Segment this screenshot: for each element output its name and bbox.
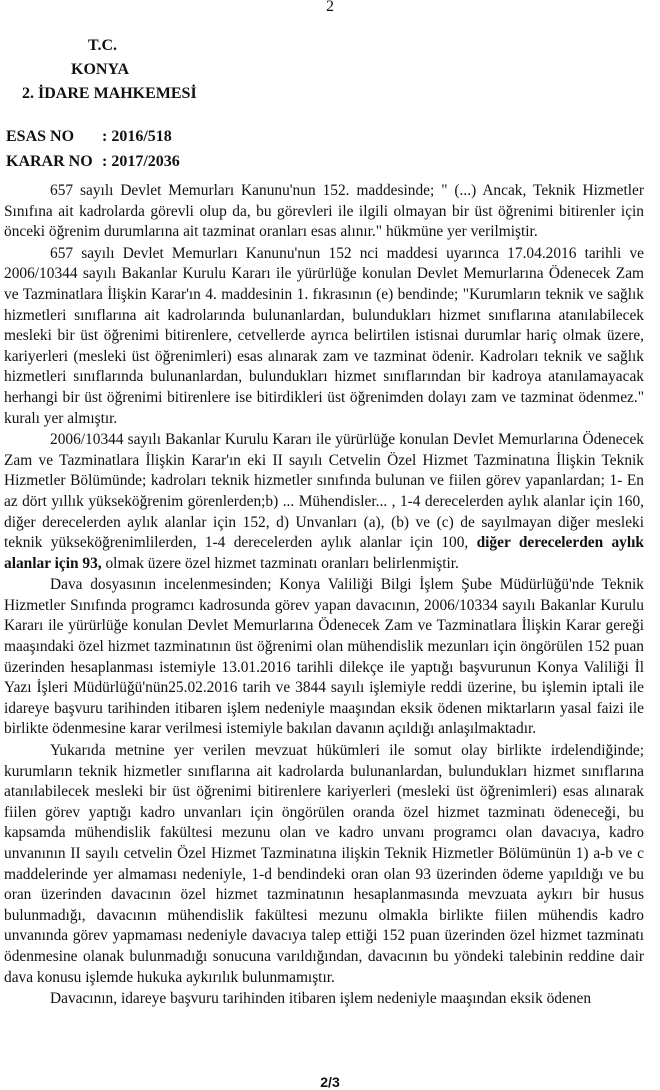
case-numbers: [6, 124, 180, 174]
paragraph: [4, 430, 644, 574]
header-line-city: KONYA: [71, 61, 130, 78]
header-line-tc: T.C.: [88, 37, 118, 54]
page-number-top: 2: [326, 0, 334, 15]
paragraph: Davacının, idareye başvuru tarihinden itibaren işlem nedeniyle maaşından eksik ödenen: [50, 990, 592, 1008]
karar-row: [6, 149, 180, 174]
paragraph: 657 sayılı Devlet Memurları Kanunu'nun 152. maddesinde; " (...) Ancak, Teknik Hizmetler Sınıfına ait kadrolarda görevli olup da, bu görevleri ile ilgili olmayan bir üst öğrenimi bitirenler için önceki öğrenim durumlarına ait tazminat oranları esas alınır." hükmüne yer verilmiştir.: [4, 182, 644, 241]
page-footer: 2/3: [320, 1074, 340, 1090]
karar-value: : 2017/2036: [102, 153, 180, 170]
paragraph-text: olmak üzere özel hizmet tazminatı oranları belirlenmiştir.: [101, 554, 459, 572]
esas-label: ESAS NO: [6, 128, 75, 145]
esas-value: : 2016/518: [102, 128, 172, 145]
header-line-court: 2. İDARE MAHKEMESİ: [22, 85, 197, 102]
document-body: [4, 181, 644, 1011]
paragraph: Dava dosyasının incelenmesinden; Konya Valiliği Bilgi İşlem Şube Müdürlüğü'nde Teknik Hizmetler Sınıfında programcı kadrosunda görev yapan davacının, 2006/10334 sayılı Bakanlar Kurulu Kararı ile yürürlüğe konulan Devlet Memurlarına Ödenecek Zam ve Tazminatlara İlişkin Karar gereği maaşındaki özel hizmet tazminatının üst öğrenimi olan mühendislik mezunları için öngörülen 152 puan üzerinden hesaplanması istemiyle 13.01.2016 tarihli dilekçe ile yaptığı başvurunun Konya Valiliği İl Yazı İşleri Müdürlüğü'nün25.02.2016 tarih ve 3844 sayılı işlemiyle reddi üzerine, bu işlemin iptali ile idareye başvuru tarihinden itibaren işlem nedeniyle maaşından eksik ödenen miktarların yasal faizi ile birlikte ödenmesine karar verilmesi istemiyle bakılan davanın açıldığı anlaşılmaktadır.: [4, 576, 644, 738]
paragraph-bold-text: diğer derecelerden aylık alanlar için 93,: [4, 534, 644, 572]
karar-label: KARAR NO: [6, 153, 93, 170]
paragraph-text: 2006/10344 sayılı Bakanlar Kurulu Kararı ile yürürlüğe konulan Devlet Memurlarına Ödenecek Zam ve Tazminatlara İlişkin Karar'ın eki II sayılı Cetvelin Özel Hizmet Tazminatına İlişkin Teknik Hizmetler Bölümünde; kadroları teknik hizmetler sınıfında bulunan ve fiilen görev yapanlardan; 1- En az dört yıllık yükseköğrenim görenlerden;b) ... Mühendisler... , 1-4 derecelerden aylık alanlar için 160, diğer derecelerden aylık alanlar için 152, d) Unvanları (a), (b) ve (c) de sayılmayan diğer mesleki teknik yükseköğrenimlilerden, 1-4 derecelerden aylık alanlar için 100,: [4, 431, 644, 552]
paragraph: 657 sayılı Devlet Memurları Kanunu'nun 152 nci maddesi uyarınca 17.04.2016 tarihli ve 2006/10344 sayılı Bakanlar Kurulu Kararı ile yürürlüğe konulan Devlet Memurlarına Ödenecek Zam ve Tazminatlara İlişkin Karar'ın 4. maddesinin 1. fıkrasının (e) bendinde; "Kurumların teknik ve sağlık hizmetleri sınıflarına ait kadrolarında bulunanlardan, bulundukları hizmet sınıflarına atanılabilecek mesleki bir üst öğrenimi bitirenlere, cetvellerde ayrıca belirtilen istisnai durumlar hariç olmak üzere, kariyerleri (mesleki üst öğrenimleri) esas alınarak zam ve tazminat ödenir. Kadroları teknik ve sağlık hizmetleri sınıflarında bulunanlardan, bulundukları hizmet sınıflarından bir kadroya atanılamayacak herhangi bir üst öğrenimi bitirenlere ise bitirdikleri üst öğrenimden dolayı zam ve tazminat ödenmez." kuralı yer almıştır.: [4, 244, 644, 427]
esas-row: [6, 124, 180, 149]
paragraph: Yukarıda metnine yer verilen mevzuat hükümleri ile somut olay birlikte irdelendiğinde; kurumların teknik hizmetler sınıflarına ait kadrolarda bulunanlardan, bulundukları hizmet sınıflarına atanılabilecek mesleki bir üst öğrenimi bitirenlere kariyerleri (mesleki üst öğrenimleri) esas alınarak fiilen görev yaptığı kadro unvanları için öngörülen oranda özel hizmet tazminatı ödeneceği, bu kapsamda mühendislik fakültesi mezunu olan ve kadro unvanı programcı olan davacıya, kadro unvanının II sayılı cetvelin Özel Hizmet Tazminatına ilişkin Teknik Hizmetler Bölümünün 1) a-b ve c maddelerinde yer almaması nedeniyle, 1-d bendindeki oran olan 93 üzerinden ödeme yapıldığı ve bu oran üzerinden davacının özel hizmet tazminatının hesaplanmasında mevzuata aykırı bir husus bulunmadığı, davacının mühendislik fakültesi mezunu olmakla birlikte fiilen mühendis kadro unvanında görev yapmaması nedeniyle davacıya talep ettiği 152 puan üzerinden özel hizmet tazminatı ödenmesine olanak bulunmadığı sonucuna varıldığından, davacının bu yöndeki talebinin reddine dair dava konusu işlemde hukuka aykırılık bulunmamıştır.: [4, 742, 644, 986]
